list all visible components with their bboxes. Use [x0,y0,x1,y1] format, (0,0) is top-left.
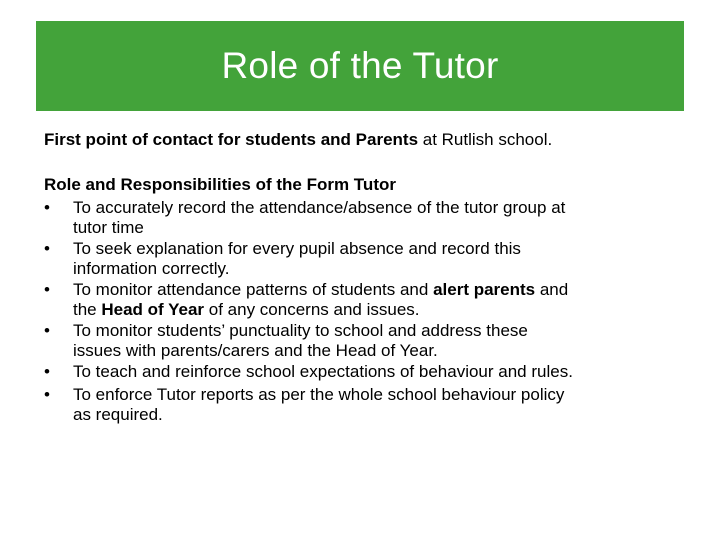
list-item-text: the [73,300,102,319]
list-item [44,360,688,383]
list-item-line [73,278,688,301]
bullet-icon: • [44,280,50,299]
intro-rest: at Rutlish school. [418,130,553,149]
list-item-text: and [535,280,569,299]
section-heading: Role and Responsibilities of the Form Tutor [44,175,396,194]
list-item-emphasis: Head of Year [101,300,205,319]
list-item-line [73,301,688,319]
list-item-line: information correctly. [73,259,230,278]
list-item-text: To monitor attendance patterns of students and [73,280,434,299]
list-item-line: To monitor students’ punctuality to school and address these [73,321,528,340]
bullet-icon: • [44,385,50,404]
bullet-icon: • [44,198,50,217]
title-banner [36,21,684,111]
bullet-icon: • [44,362,50,381]
list-item-line: tutor time [73,218,144,237]
list-item-line: To teach and reinforce school expectations of behaviour and rules. [73,362,573,381]
slide-title: Role of the Tutor [221,45,499,86]
list-item-line: To seek explanation for every pupil absence and record this [73,239,521,258]
list-item-text: of any concerns and issues. [204,300,420,319]
list-item [44,278,688,319]
bullet-icon: • [44,321,50,340]
responsibility-list [44,196,688,424]
bullet-icon: • [44,239,50,258]
list-item-line: as required. [73,405,163,424]
list-item [44,237,688,278]
list-item-line: To enforce Tutor reports as per the whole school behaviour policy [73,385,565,404]
list-item-line: To accurately record the attendance/absence of the tutor group at [73,198,566,217]
list-item [44,383,688,424]
list-item-line: issues with parents/carers and the Head of Year. [73,341,438,360]
intro-line [44,128,688,151]
list-item-emphasis: alert parents [433,280,536,299]
slide-body [44,128,688,424]
list-item [44,196,688,237]
intro-bold: First point of contact for students and Parents [44,130,419,149]
list-item [44,319,688,360]
